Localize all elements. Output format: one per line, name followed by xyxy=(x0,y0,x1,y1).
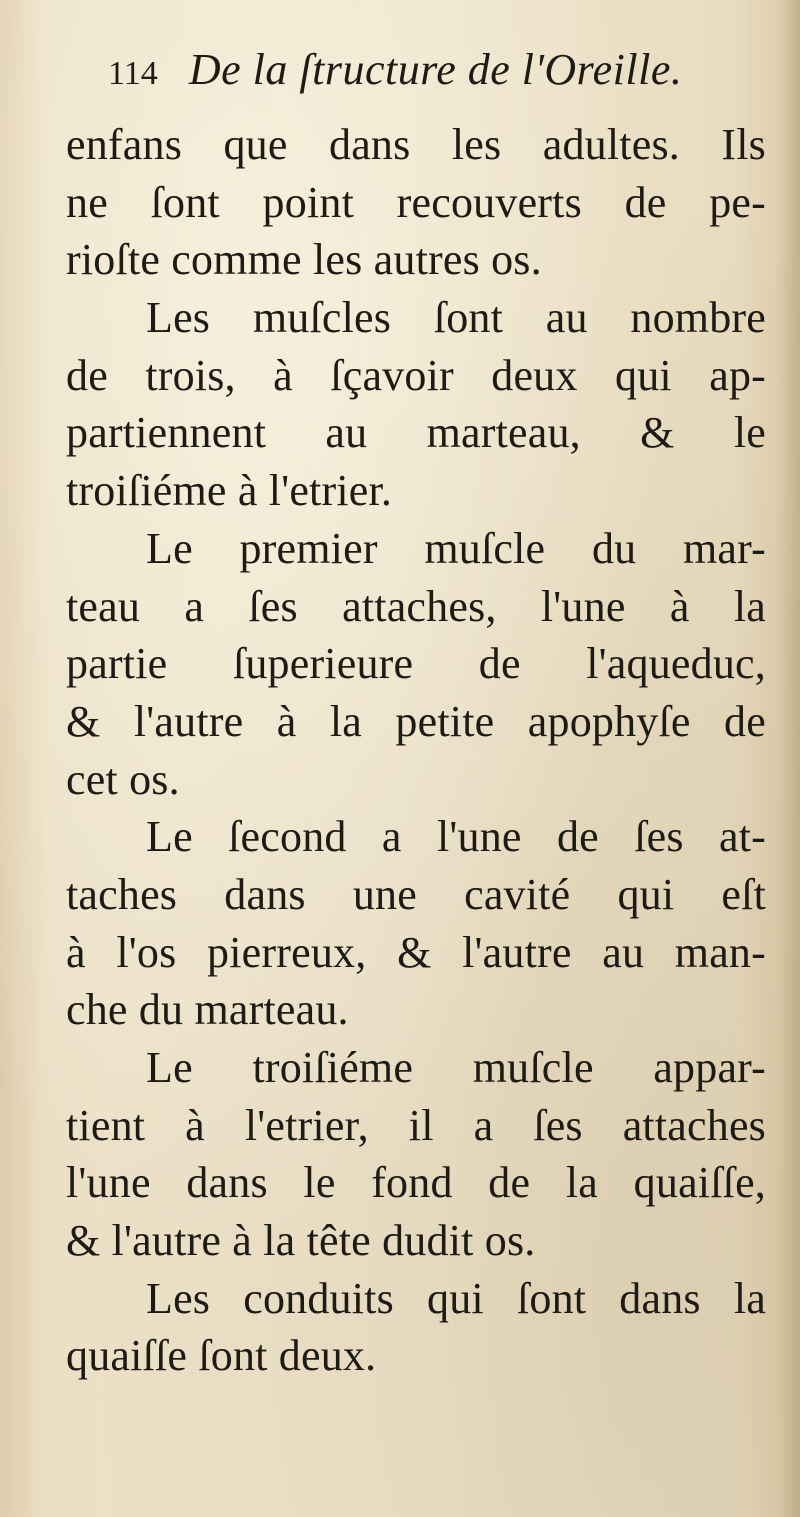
text-line: rioſte comme les autres os. xyxy=(66,235,542,285)
text-line: l'une dans le fond de la quaiſſe, xyxy=(66,1158,766,1208)
text-line: Le troiſiéme muſcle appar- xyxy=(146,1043,766,1092)
text-line: à l'os pierreux, & l'autre au man- xyxy=(66,927,766,977)
text-line: & l'autre à la tête dudit os. xyxy=(66,1216,536,1266)
text-line: quaiſſe ſont deux. xyxy=(66,1331,377,1381)
text-line: troiſiéme à l'etrier. xyxy=(66,466,393,516)
text-line: Le premier muſcle du mar- xyxy=(146,523,766,573)
text-line: partie ſuperieure de l'aqueduc, xyxy=(66,639,766,689)
running-head-title: De la ſtructure de l'Oreille. xyxy=(188,45,683,94)
text-line: tient à l'etrier, il a ſes attaches xyxy=(66,1100,766,1150)
text-line: che du marteau. xyxy=(66,985,349,1035)
text-line: & l'autre à la petite apophyſe de xyxy=(66,696,766,746)
text-line: enfans que dans les adultes. Ils xyxy=(66,120,766,169)
page-edge-shadow xyxy=(778,0,800,1517)
text-line: de trois, à ſçavoir deux qui ap- xyxy=(66,350,766,400)
body-text xyxy=(66,116,766,1385)
text-line: teau a ſes attaches, l'une à la xyxy=(66,581,766,631)
text-line: cet os. xyxy=(66,754,180,804)
text-line: ne ſont point recouverts de pe- xyxy=(66,177,766,227)
running-head xyxy=(108,44,748,114)
text-line: partiennent au marteau, & le xyxy=(66,408,766,458)
text-line: taches dans une cavité qui eſt xyxy=(66,869,766,919)
text-line: Le ſecond a l'une de ſes at- xyxy=(146,812,766,862)
text-line: Les muſcles ſont au nombre xyxy=(146,293,766,343)
page-number: 114 xyxy=(108,55,158,92)
text-line: Les conduits qui ſont dans la xyxy=(146,1273,766,1323)
